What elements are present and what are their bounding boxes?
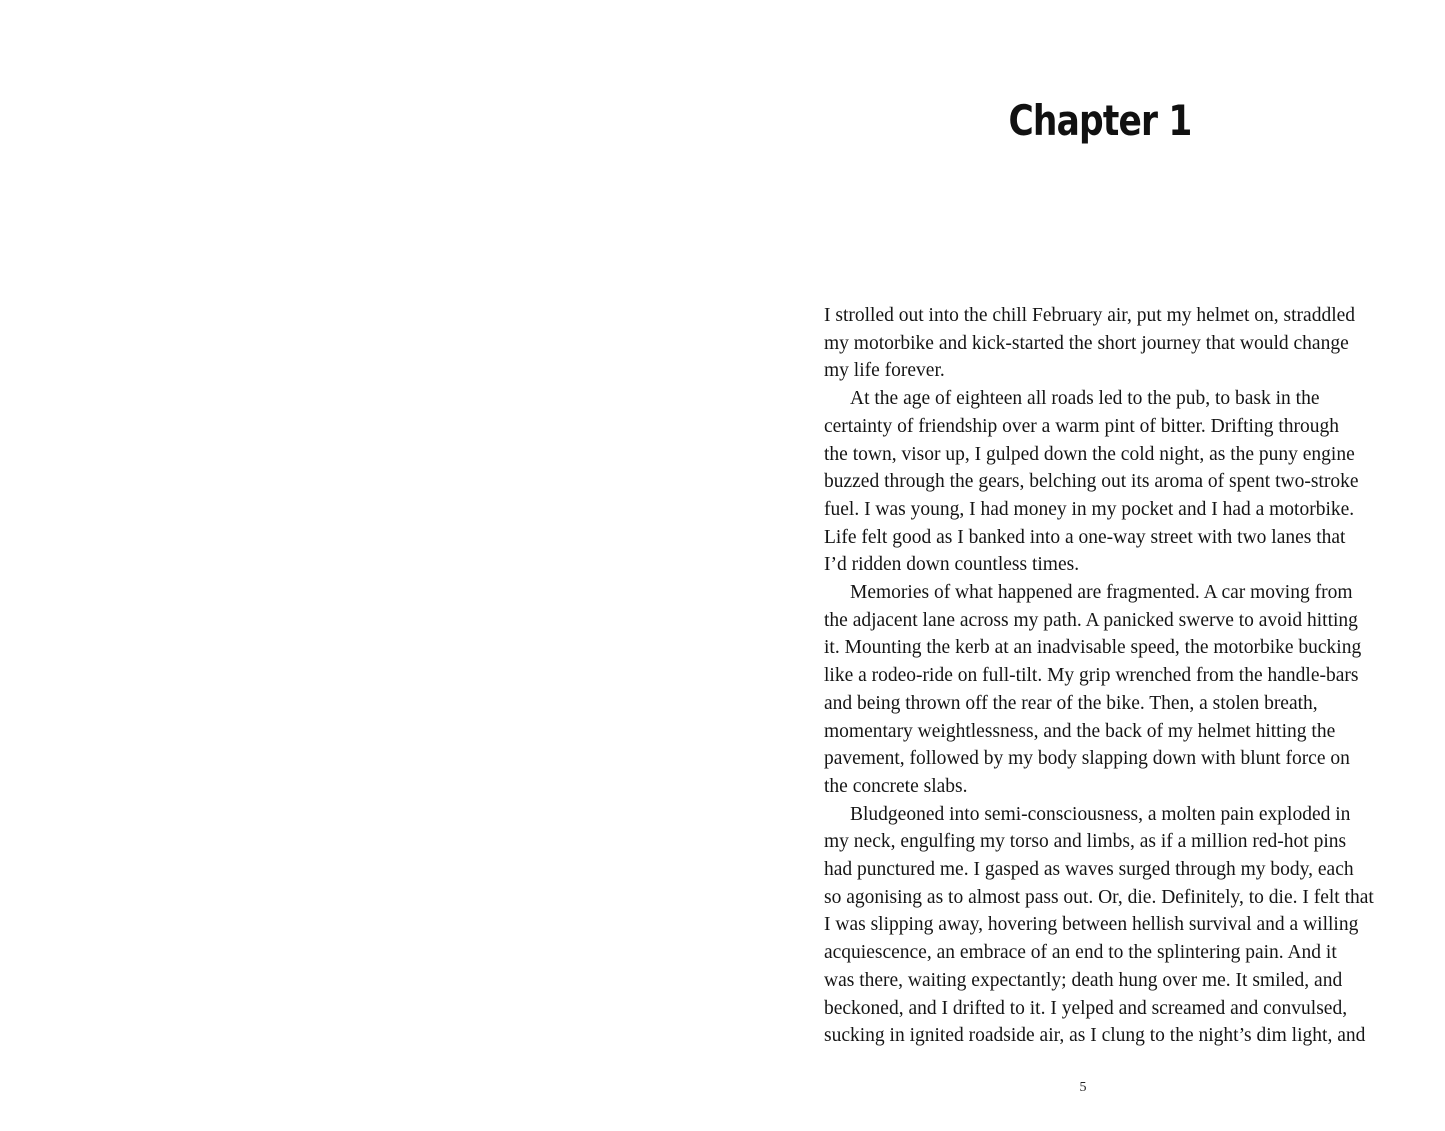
text-line: Bludgeoned into semi-consciousness, a molten pain exploded in xyxy=(850,803,1351,825)
page-number: 5 xyxy=(1079,1080,1087,1095)
text-line: pavement, followed by my body slapping down with blunt force on xyxy=(824,748,1350,770)
text-line: the adjacent lane across my path. A panicked swerve to avoid hitting xyxy=(824,609,1358,631)
chapter-body-text xyxy=(824,302,1384,1050)
text-line: my neck, engulfing my torso and limbs, as if a million red-hot pins xyxy=(824,831,1347,853)
left-page-blank xyxy=(0,0,722,1131)
text-line: the concrete slabs. xyxy=(824,775,968,797)
text-line: I’d ridden down countless times. xyxy=(824,554,1080,576)
text-line: had punctured me. I gasped as waves surged through my body, each xyxy=(824,859,1354,881)
text-line: buzzed through the gears, belching out its aroma of spent two-stroke xyxy=(824,471,1359,493)
text-line: Memories of what happened are fragmented. A car moving from xyxy=(850,582,1353,604)
text-line: acquiescence, an embrace of an end to the splintering pain. And it xyxy=(824,942,1337,964)
text-line: At the age of eighteen all roads led to the pub, to bask in the xyxy=(850,388,1320,410)
text-line: and being thrown off the rear of the bike. Then, a stolen breath, xyxy=(824,692,1318,714)
text-line: I strolled out into the chill February air, put my helmet on, straddled xyxy=(824,305,1356,326)
text-line: so agonising as to almost pass out. Or, die. Definitely, to die. I felt that xyxy=(824,886,1374,908)
text-line: momentary weightlessness, and the back of my helmet hitting the xyxy=(824,720,1336,742)
text-line: certainty of friendship over a warm pint of bitter. Drifting through xyxy=(824,415,1339,437)
text-line: fuel. I was young, I had money in my pocket and I had a motorbike. xyxy=(824,498,1355,520)
chapter-title: Chapter 1 xyxy=(1008,96,1192,145)
text-line: my motorbike and kick-started the short journey that would change xyxy=(824,332,1349,354)
text-line: sucking in ignited roadside air, as I clung to the night’s dim light, and xyxy=(824,1025,1366,1047)
text-line: like a rodeo-ride on full-tilt. My grip wrenched from the handle-bars xyxy=(824,665,1359,687)
text-line: my life forever. xyxy=(824,360,945,382)
text-line: it. Mounting the kerb at an inadvisable speed, the motorbike bucking xyxy=(824,637,1362,659)
text-line: the town, visor up, I gulped down the cold night, as the puny engine xyxy=(824,443,1355,465)
text-line: I was slipping away, hovering between hellish survival and a willing xyxy=(824,914,1359,936)
text-line: Life felt good as I banked into a one-way street with two lanes that xyxy=(824,526,1346,548)
text-line: was there, waiting expectantly; death hung over me. It smiled, and xyxy=(824,969,1343,991)
text-line: beckoned, and I drifted to it. I yelped and screamed and convulsed, xyxy=(824,997,1348,1019)
